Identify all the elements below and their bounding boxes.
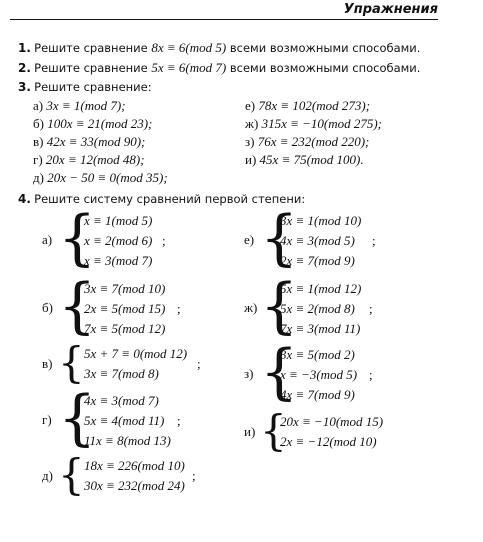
item-expr: 45x ≡ 75(mod 100). xyxy=(259,152,364,167)
system-label: и) xyxy=(244,424,256,439)
item-expr: 78x ≡ 102(mod 273); xyxy=(258,98,371,113)
system-line: 7x ≡ 5(mod 12) xyxy=(84,321,166,336)
left-brace: { xyxy=(58,450,85,499)
system-line: x ≡ −3(mod 5) xyxy=(280,367,358,382)
system-end: ; xyxy=(177,413,181,428)
system-line: 20x ≡ −10(mod 15) xyxy=(280,414,384,429)
item-label: в) xyxy=(33,134,44,149)
system-line: 5x ≡ 2(mod 8) xyxy=(280,301,355,316)
task-number: 2. xyxy=(18,61,31,75)
system-end: ; xyxy=(192,468,196,483)
header-title: Упражнения xyxy=(343,2,438,17)
task-number: 4. xyxy=(18,192,31,206)
task-3 xyxy=(18,79,152,95)
task3-item-e xyxy=(245,98,370,114)
task-1 xyxy=(18,40,420,56)
system-end: ; xyxy=(197,356,201,371)
system-line: 2x ≡ −12(mod 10) xyxy=(280,434,377,449)
system-line: 3x ≡ 7(mod 10) xyxy=(84,281,166,296)
system-line: 4x ≡ 3(mod 7) xyxy=(84,393,159,408)
task-text: всеми возможными способами. xyxy=(226,41,421,55)
task3-item-v xyxy=(33,134,145,150)
task3-item-z xyxy=(245,134,369,150)
header-rule xyxy=(10,19,438,20)
system-line: x ≡ 3(mod 7) xyxy=(84,253,153,268)
system-line: 5x ≡ 1(mod 12) xyxy=(280,281,362,296)
system-end: ; xyxy=(372,233,376,248)
system-label: ж) xyxy=(244,300,258,315)
system-line: 5x + 7 ≡ 0(mod 12) xyxy=(84,346,188,361)
system-line: 3x ≡ 7(mod 8) xyxy=(84,366,159,381)
left-brace: { xyxy=(260,337,299,407)
task3-item-b xyxy=(33,116,152,132)
left-brace: { xyxy=(58,338,85,387)
task-math: 5x ≡ 6(mod 7) xyxy=(151,60,227,75)
system-line: 3x ≡ 5(mod 2) xyxy=(280,347,355,362)
system-end: ; xyxy=(369,301,373,316)
system-line: x ≡ 2(mod 6) xyxy=(84,233,153,248)
task-text: всеми возможными способами. xyxy=(226,61,421,75)
item-label: ж) xyxy=(245,116,259,131)
item-expr: 20x ≡ 12(mod 48); xyxy=(45,152,145,167)
task-number: 1. xyxy=(18,41,31,55)
item-label: е) xyxy=(245,98,256,113)
item-expr: 20x − 50 ≡ 0(mod 35); xyxy=(47,170,168,185)
task-text: Решите сравнение: xyxy=(34,80,152,94)
system-label: е) xyxy=(244,232,255,247)
left-brace: { xyxy=(260,271,299,341)
page-header xyxy=(10,0,438,22)
system-label: а) xyxy=(42,232,53,247)
system-line: 2x ≡ 7(mod 9) xyxy=(280,253,355,268)
system-label: з) xyxy=(244,366,254,381)
system-label: г) xyxy=(42,412,52,427)
system-label: б) xyxy=(42,300,53,315)
system-line: 2x ≡ 5(mod 15) xyxy=(84,301,166,316)
left-brace: { xyxy=(58,203,97,273)
task-text: Решите систему сравнений первой степени: xyxy=(34,192,306,206)
system-label: в) xyxy=(42,356,53,371)
system-line: 11x ≡ 8(mod 13) xyxy=(84,433,171,448)
task3-item-i xyxy=(245,152,364,168)
task3-item-d xyxy=(33,170,168,186)
item-label: б) xyxy=(33,116,44,131)
task3-item-zh xyxy=(245,116,382,132)
system-line: 3x ≡ 1(mod 10) xyxy=(280,213,362,228)
left-brace: { xyxy=(58,271,97,341)
item-expr: 100x ≡ 21(mod 23); xyxy=(47,116,153,131)
left-brace: { xyxy=(260,406,287,455)
system-label: д) xyxy=(42,468,53,483)
item-expr: 76x ≡ 232(mod 220); xyxy=(257,134,370,149)
item-expr: 315x ≡ −10(mod 275); xyxy=(261,116,383,131)
item-label: д) xyxy=(33,170,44,185)
task3-item-g xyxy=(33,152,145,168)
system-line: 7x ≡ 3(mod 11) xyxy=(280,321,361,336)
system-end: ; xyxy=(162,233,166,248)
system-end: ; xyxy=(177,301,181,316)
task-math: 8x ≡ 6(mod 5) xyxy=(151,40,227,55)
system-line: 18x ≡ 226(mod 10) xyxy=(84,458,185,473)
system-line: 30x ≡ 232(mod 24) xyxy=(84,478,185,493)
system-line: 5x ≡ 4(mod 11) xyxy=(84,413,165,428)
task3-item-a xyxy=(33,98,126,114)
task-text: Решите сравнение xyxy=(34,41,152,55)
item-label: а) xyxy=(33,98,44,113)
item-label: и) xyxy=(245,152,257,167)
item-expr: 3x ≡ 1(mod 7); xyxy=(46,98,126,113)
left-brace: { xyxy=(260,203,299,273)
left-brace: { xyxy=(58,383,97,453)
item-label: г) xyxy=(33,152,43,167)
task-number: 3. xyxy=(18,80,31,94)
item-label: з) xyxy=(245,134,255,149)
task-text: Решите сравнение xyxy=(34,61,152,75)
system-line: 4x ≡ 3(mod 5) xyxy=(280,233,355,248)
task-2 xyxy=(18,60,420,76)
item-expr: 42x ≡ 33(mod 90); xyxy=(46,134,146,149)
system-line: 4x ≡ 7(mod 9) xyxy=(280,387,355,402)
system-end: ; xyxy=(369,367,373,382)
system-line: x ≡ 1(mod 5) xyxy=(84,213,153,228)
